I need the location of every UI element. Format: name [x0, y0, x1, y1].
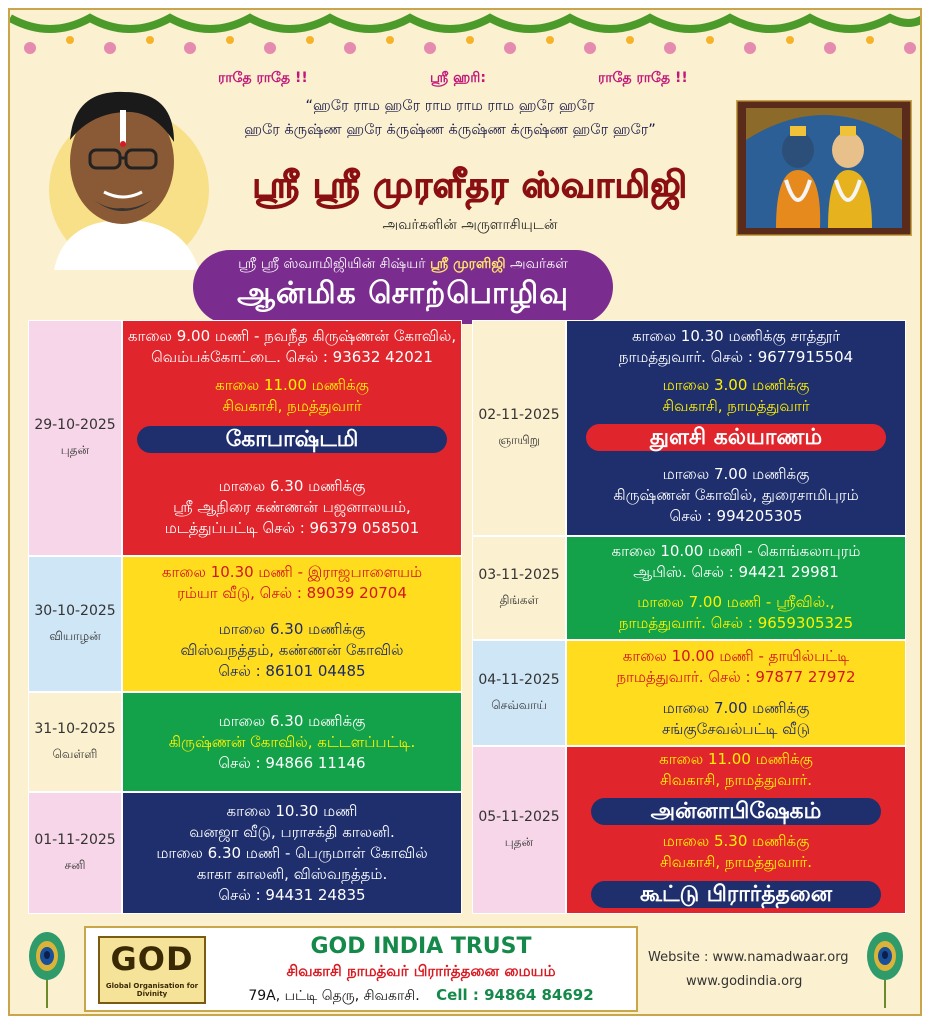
website-line-1: Website : www.namadwaar.org [648, 950, 849, 965]
schedule-row [28, 556, 462, 692]
date-cell [29, 321, 123, 555]
event-line: மாலை 6.30 மணிக்கு [218, 619, 366, 638]
deity-image [736, 100, 912, 236]
event-line: நாமத்துவார். செல் : 9677915504 [618, 348, 854, 366]
event-block [123, 693, 461, 791]
event-line: காலை 10.00 மணி - தாயில்பட்டி [622, 647, 850, 665]
date-text: 04-11-2025 [478, 672, 560, 688]
event-block [567, 693, 905, 745]
event-line: காலை 10.30 மணி - இராஜபாளையம் [161, 563, 423, 581]
event-block [123, 609, 461, 691]
event-line: மாலை 6.30 மணி - பெருமாள் கோவில் [156, 843, 428, 862]
date-cell [29, 693, 123, 791]
event-line: காலை 10.00 மணி - கொங்கலாபுரம் [611, 542, 861, 560]
god-logo [98, 936, 206, 1004]
chant-center: ஸ்ரீ ஹரி: [430, 70, 486, 86]
date-cell [473, 537, 567, 639]
cell-number: Cell : 94864 84692 [436, 986, 594, 1004]
mantra-line-2: ஹரே க்ருஷ்ண ஹரே க்ருஷ்ண க்ருஷ்ண க்ருஷ்ண ஹரே ஹரே” [244, 122, 656, 138]
day-text: திங்கள் [499, 593, 539, 607]
day-text: புதன் [60, 443, 90, 457]
date-text: 30-10-2025 [34, 603, 116, 619]
chant-right: ராதே ராதே !! [598, 70, 688, 86]
event-block [567, 829, 905, 875]
date-text: 29-10-2025 [34, 417, 116, 433]
event-line: ஆபிஸ். செல் : 94421 29981 [633, 563, 839, 581]
event-block [567, 875, 905, 913]
date-cell [473, 641, 567, 745]
event-line: மாலை 7.00 மணி - ஸ்ரீவில்., [637, 593, 835, 611]
day-text: வெள்ளி [52, 747, 98, 761]
banner-title: ஆன்மிக சொற்பொழிவு [237, 276, 569, 311]
chant-left: ராதே ராதே !! [218, 70, 308, 86]
event-line: விஸ்வநத்தம், கண்ணன் கோவில் [180, 640, 404, 659]
schedule-row [472, 640, 906, 746]
schedule-row [28, 692, 462, 792]
mantra-line-1: “ஹரே ராம ஹரே ராம ராம ராம ஹரே ஹரே [305, 98, 595, 114]
event-line: நாமத்துவார். செல் : 97877 27972 [616, 668, 856, 686]
event-line: மடத்துப்பட்டி செல் : 96379 058501 [164, 518, 420, 537]
event-line: சிவகாசி, நமத்துவார் [222, 397, 362, 415]
event-highlight-pill: கூட்டு பிரார்த்தனை [591, 881, 881, 908]
event-line: வனஜா வீடு, பராசக்தி காலனி. [189, 822, 395, 841]
event-line: வெம்பக்கோட்டை. செல் : 93632 42021 [151, 348, 433, 366]
date-cell [29, 793, 123, 913]
event-line: கிருஷ்ணன் கோவில், துரைசாமிபுரம் [613, 485, 859, 504]
event-block [123, 419, 461, 459]
day-text: செவ்வாய் [491, 698, 547, 712]
date-text: 03-11-2025 [478, 567, 560, 583]
event-line: காலை 10.30 மணி [226, 801, 358, 820]
logo-subtext: Global Organisation for Divinity [105, 982, 199, 998]
event-line: சிவகாசி, நாமத்துவார் [662, 397, 810, 415]
event-highlight-pill: அன்னாபிஷேகம் [591, 798, 881, 825]
address-line [216, 986, 626, 1006]
event-line: காகா காலனி, விஸ்வநத்தம். [196, 864, 388, 883]
event-block [123, 321, 461, 373]
event-line: ஸ்ரீ ஆநிரை கண்ணன் பஜனாலயம், [173, 497, 411, 516]
schedule-row [28, 320, 462, 556]
page-subtitle: அவர்களின் அருளாசியுடன் [382, 217, 558, 233]
discourse-banner [193, 250, 613, 324]
event-line: காலை 9.00 மணி - நவநீத கிருஷ்ணன் கோவில், [127, 327, 457, 345]
banner-intro-suffix: அவர்கள் [510, 256, 568, 272]
day-text: சனி [64, 858, 86, 872]
date-cell [473, 747, 567, 913]
peacock-feather-icon [862, 928, 908, 1008]
day-text: ஞாயிறு [498, 433, 540, 447]
date-cell [29, 557, 123, 691]
date-text: 02-11-2025 [478, 407, 560, 423]
event-line: காலை 11.00 மணிக்கு [659, 750, 813, 768]
schedule-row [472, 536, 906, 640]
event-block [123, 459, 461, 555]
poster [8, 8, 922, 1016]
date-cell [473, 321, 567, 535]
footer [10, 920, 922, 1016]
event-block [123, 373, 461, 419]
schedule-row [472, 320, 906, 536]
event-line: செல் : 994205305 [669, 506, 803, 525]
trust-info-box [84, 926, 638, 1012]
event-block [567, 641, 905, 693]
banner-intro [193, 256, 613, 274]
address-text: 79A, பட்டி தெரு, சிவகாசி. [248, 988, 420, 1004]
page-title: ஸ்ரீ ஸ்ரீ முரளீதர ஸ்வாமிஜி [252, 165, 688, 206]
day-text: புதன் [504, 835, 534, 849]
date-text: 31-10-2025 [34, 721, 116, 737]
trust-name: GOD INDIA TRUST [310, 934, 532, 959]
event-line: காலை 11.00 மணிக்கு [215, 376, 369, 394]
date-text: 01-11-2025 [34, 832, 116, 848]
event-line: நாமத்துவார். செல் : 9659305325 [618, 614, 854, 632]
banner-intro-prefix: ஸ்ரீ ஸ்ரீ ஸ்வாமிஜியின் சிஷ்யர் [238, 256, 426, 272]
event-block [567, 419, 905, 455]
event-line: மாலை 3.00 மணிக்கு [662, 376, 810, 394]
event-line: சங்குசேவல்பட்டி வீடு [661, 720, 810, 738]
event-block [567, 747, 905, 793]
event-block [567, 793, 905, 829]
banner-intro-name: ஸ்ரீ முரளிஜி [430, 256, 506, 272]
event-line: மாலை 6.30 மணிக்கு [218, 711, 366, 730]
garland-decoration [10, 10, 922, 70]
event-highlight-pill: கோபாஷ்டமி [137, 426, 447, 453]
event-line: சிவகாசி, நாமத்துவார். [660, 853, 812, 871]
event-block [123, 557, 461, 609]
peacock-feather-icon [24, 928, 70, 1008]
event-block [567, 455, 905, 535]
event-line: செல் : 94866 11146 [218, 753, 366, 772]
event-line: செல் : 86101 04485 [218, 661, 366, 680]
event-line: செல் : 94431 24835 [218, 885, 366, 904]
event-block [123, 793, 461, 913]
logo-text: GOD [110, 940, 194, 978]
schedule-row [28, 792, 462, 914]
day-text: வியாழன் [49, 629, 101, 643]
event-block [567, 537, 905, 587]
event-line: மாலை 7.00 மணிக்கு [662, 464, 810, 483]
event-block [567, 587, 905, 639]
centre-name: சிவகாசி நாமத்வர் பிரார்த்தனை மையம் [286, 962, 556, 980]
date-text: 05-11-2025 [478, 809, 560, 825]
website-line-2: www.godindia.org [686, 974, 803, 989]
schedule-row [472, 746, 906, 914]
event-line: காலை 10.30 மணிக்கு சாத்தூர் [631, 327, 841, 345]
event-line: சிவகாசி, நாமத்துவார். [660, 771, 812, 789]
event-block [567, 321, 905, 373]
event-line: கிருஷ்ணன் கோவில், கட்டளப்பட்டி. [168, 732, 416, 751]
event-block [567, 373, 905, 419]
portrait-swamiji [34, 70, 212, 270]
event-line: மாலை 6.30 மணிக்கு [218, 476, 366, 495]
event-line: மாலை 5.30 மணிக்கு [662, 832, 810, 850]
event-highlight-pill: துளசி கல்யாணம் [586, 424, 886, 451]
event-line: ரம்யா வீடு, செல் : 89039 20704 [177, 584, 407, 602]
event-line: மாலை 7.00 மணிக்கு [662, 699, 810, 717]
